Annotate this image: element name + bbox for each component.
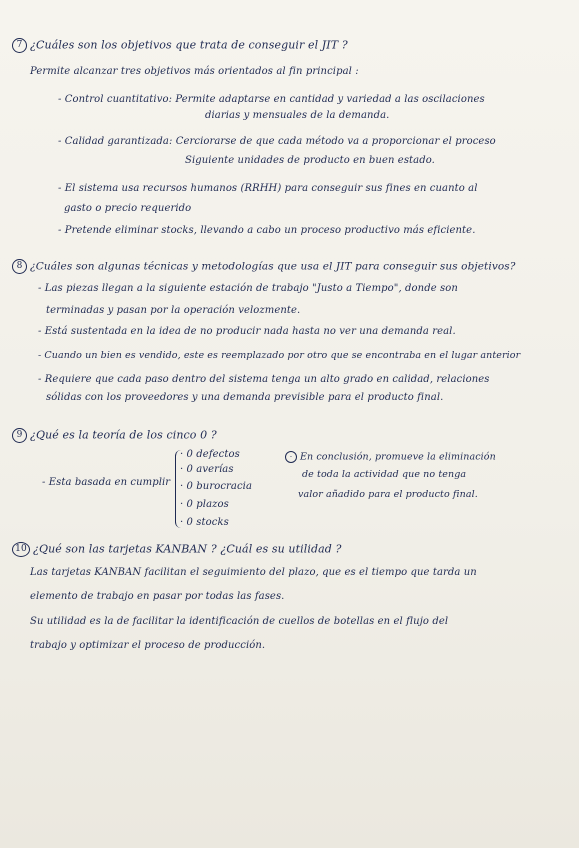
q9-item-averias: · 0 averías — [180, 464, 234, 475]
q9-item-stocks: · 0 stocks — [180, 517, 229, 528]
question-9-text: ¿Qué es la teoría de los cinco 0 ? — [30, 428, 217, 442]
q7-bullet-3-line-1: - El sistema usa recursos humanos (RRHH) para conseguir sus fines en cuanto al — [58, 183, 478, 194]
question-number-8: 8 — [12, 259, 27, 274]
q9-lead-text: - Esta basada en cumplir — [42, 477, 171, 488]
q10-paragraph-1-line-2: elemento de trabajo en pasar por todas las fases. — [30, 591, 285, 602]
q10-paragraph-2-line-1: Su utilidad es la de facilitar la identificación de cuellos de botellas en el flujo del — [30, 616, 449, 627]
question-8-heading — [12, 259, 516, 274]
q8-bullet-2-line-1: - Está sustentada en la idea de no producir nada hasta no ver una demanda real. — [38, 326, 456, 337]
question-7-text: ¿Cuáles son los objetivos que trata de conseguir el JIT ? — [30, 38, 348, 52]
q9-note-line-1: · En conclusión, promueve la eliminación — [285, 451, 496, 463]
q8-bullet-1-line-2: terminadas y pasan por la operación velozmente. — [46, 305, 301, 316]
q7-intro: Permite alcanzar tres objetivos más orientados al fin principal : — [30, 66, 359, 77]
q9-note-line-2: de toda la actividad que no tenga — [302, 469, 467, 480]
q7-bullet-1-line-1: - Control cuantitativo: Permite adaptarse en cantidad y variedad a las oscilaciones — [58, 94, 485, 105]
question-10-heading — [12, 542, 341, 557]
question-number-10: 10 — [12, 542, 30, 557]
q7-bullet-2-line-1: - Calidad garantizada: Cerciorarse de que cada método va a proporcionar el proceso — [58, 136, 496, 147]
q9-item-defectos: · 0 defectos — [180, 449, 240, 460]
q10-paragraph-1-line-1: Las tarjetas KANBAN facilitan el seguimiento del plazo, que es el tiempo que tarda un — [30, 567, 477, 578]
question-9-heading — [12, 428, 217, 443]
question-number-9: 9 — [12, 428, 27, 443]
q8-bullet-3-line-1: - Cuando un bien es vendido, este es reemplazado por otro que se encontraba en el lugar anterior — [38, 350, 521, 361]
q9-item-plazos: · 0 plazos — [180, 499, 229, 510]
question-8-text: ¿Cuáles son algunas técnicas y metodologías que usa el JIT para conseguir sus objetivos? — [30, 260, 516, 273]
q7-bullet-3-line-2: gasto o precio requerido — [64, 203, 192, 214]
q7-bullet-1-line-2: diarias y mensuales de la demanda. — [205, 110, 390, 121]
q7-bullet-4-line-1: - Pretende eliminar stocks, llevando a cabo un proceso productivo más eficiente. — [58, 225, 476, 236]
q7-bullet-2-line-2: Siguiente unidades de producto en buen estado. — [185, 155, 435, 166]
question-10-text: ¿Qué son las tarjetas KANBAN ? ¿Cuál es su utilidad ? — [33, 542, 342, 556]
q8-bullet-4-line-1: - Requiere que cada paso dentro del sistema tenga un alto grado en calidad, relaciones — [38, 374, 490, 385]
question-number-7: 7 — [12, 38, 27, 53]
q8-bullet-1-line-1: - Las piezas llegan a la siguiente estación de trabajo "Justo a Tiempo", donde son — [38, 283, 458, 294]
note-marker-icon: · — [285, 451, 297, 463]
q8-bullet-4-line-2: sólidas con los proveedores y una demanda previsible para el producto final. — [46, 392, 444, 403]
question-7-heading — [12, 38, 348, 53]
q9-item-burocracia: · 0 burocracia — [180, 481, 253, 492]
q10-paragraph-2-line-2: trabajo y optimizar el proceso de producción. — [30, 640, 266, 651]
q9-note-line-3: valor añadido para el producto final. — [298, 489, 478, 500]
